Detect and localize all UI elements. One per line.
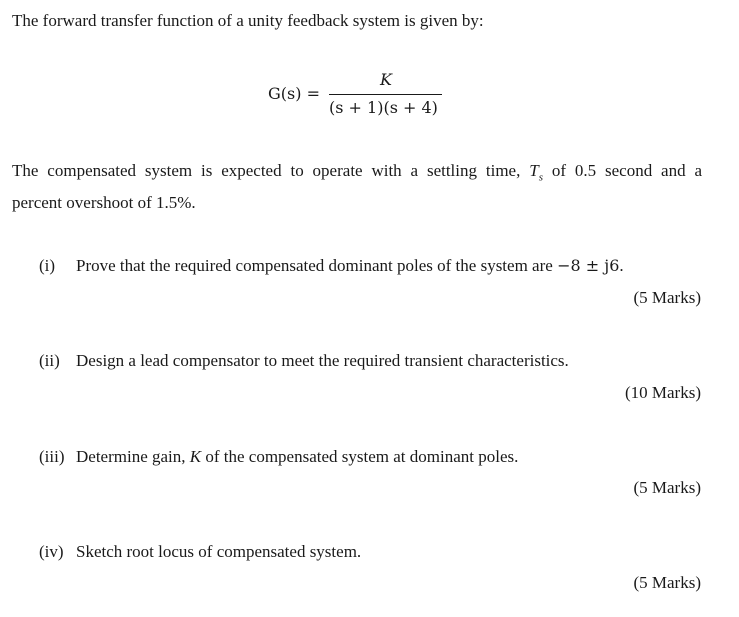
question-2-label: (ii) (39, 351, 60, 370)
settling-time-symbol: $T_s$ (529, 161, 543, 184)
spec-line-2: percent overshoot of 1.5%. (12, 193, 196, 212)
intro-text: The forward transfer function of a unity feedback system is given by: (12, 11, 484, 30)
question-4-marks: (5 Marks) (633, 573, 701, 592)
spec-line-1-end: of 0.5 second and a (551, 161, 703, 180)
question-1-label: (i) (39, 256, 56, 275)
spec-line-1-start: The compensated system is expected to operate with a settling time, (12, 161, 521, 180)
question-3-marks: (5 Marks) (633, 478, 701, 497)
fraction-bar (329, 94, 442, 95)
question-4-text: Sketch root locus of compensated system. (76, 542, 362, 561)
question-3-text: Determine gain, K of the compensated system at dominant poles. (76, 447, 519, 466)
question-1-marks: (5 Marks) (633, 288, 701, 307)
question-2-marks: (10 Marks) (624, 383, 701, 402)
question-2-text: Design a lead compensator to meet the required transient characteristics. (76, 351, 569, 370)
spec-line-1 (12, 162, 702, 183)
equation-denominator: (s + 1)(s + 4) (329, 98, 438, 117)
question-4-label: (iv) (39, 542, 64, 561)
question-3-label: (iii) (39, 447, 65, 466)
dominant-poles-value: −8 ± j6 (557, 256, 620, 275)
equation-numerator: K (380, 70, 392, 89)
gain-symbol: K (189, 447, 202, 466)
question-1-text: Prove that the required compensated dominant poles of the system are −8 ± j6. (76, 256, 624, 275)
equation-lhs: G(s) = (268, 84, 320, 103)
